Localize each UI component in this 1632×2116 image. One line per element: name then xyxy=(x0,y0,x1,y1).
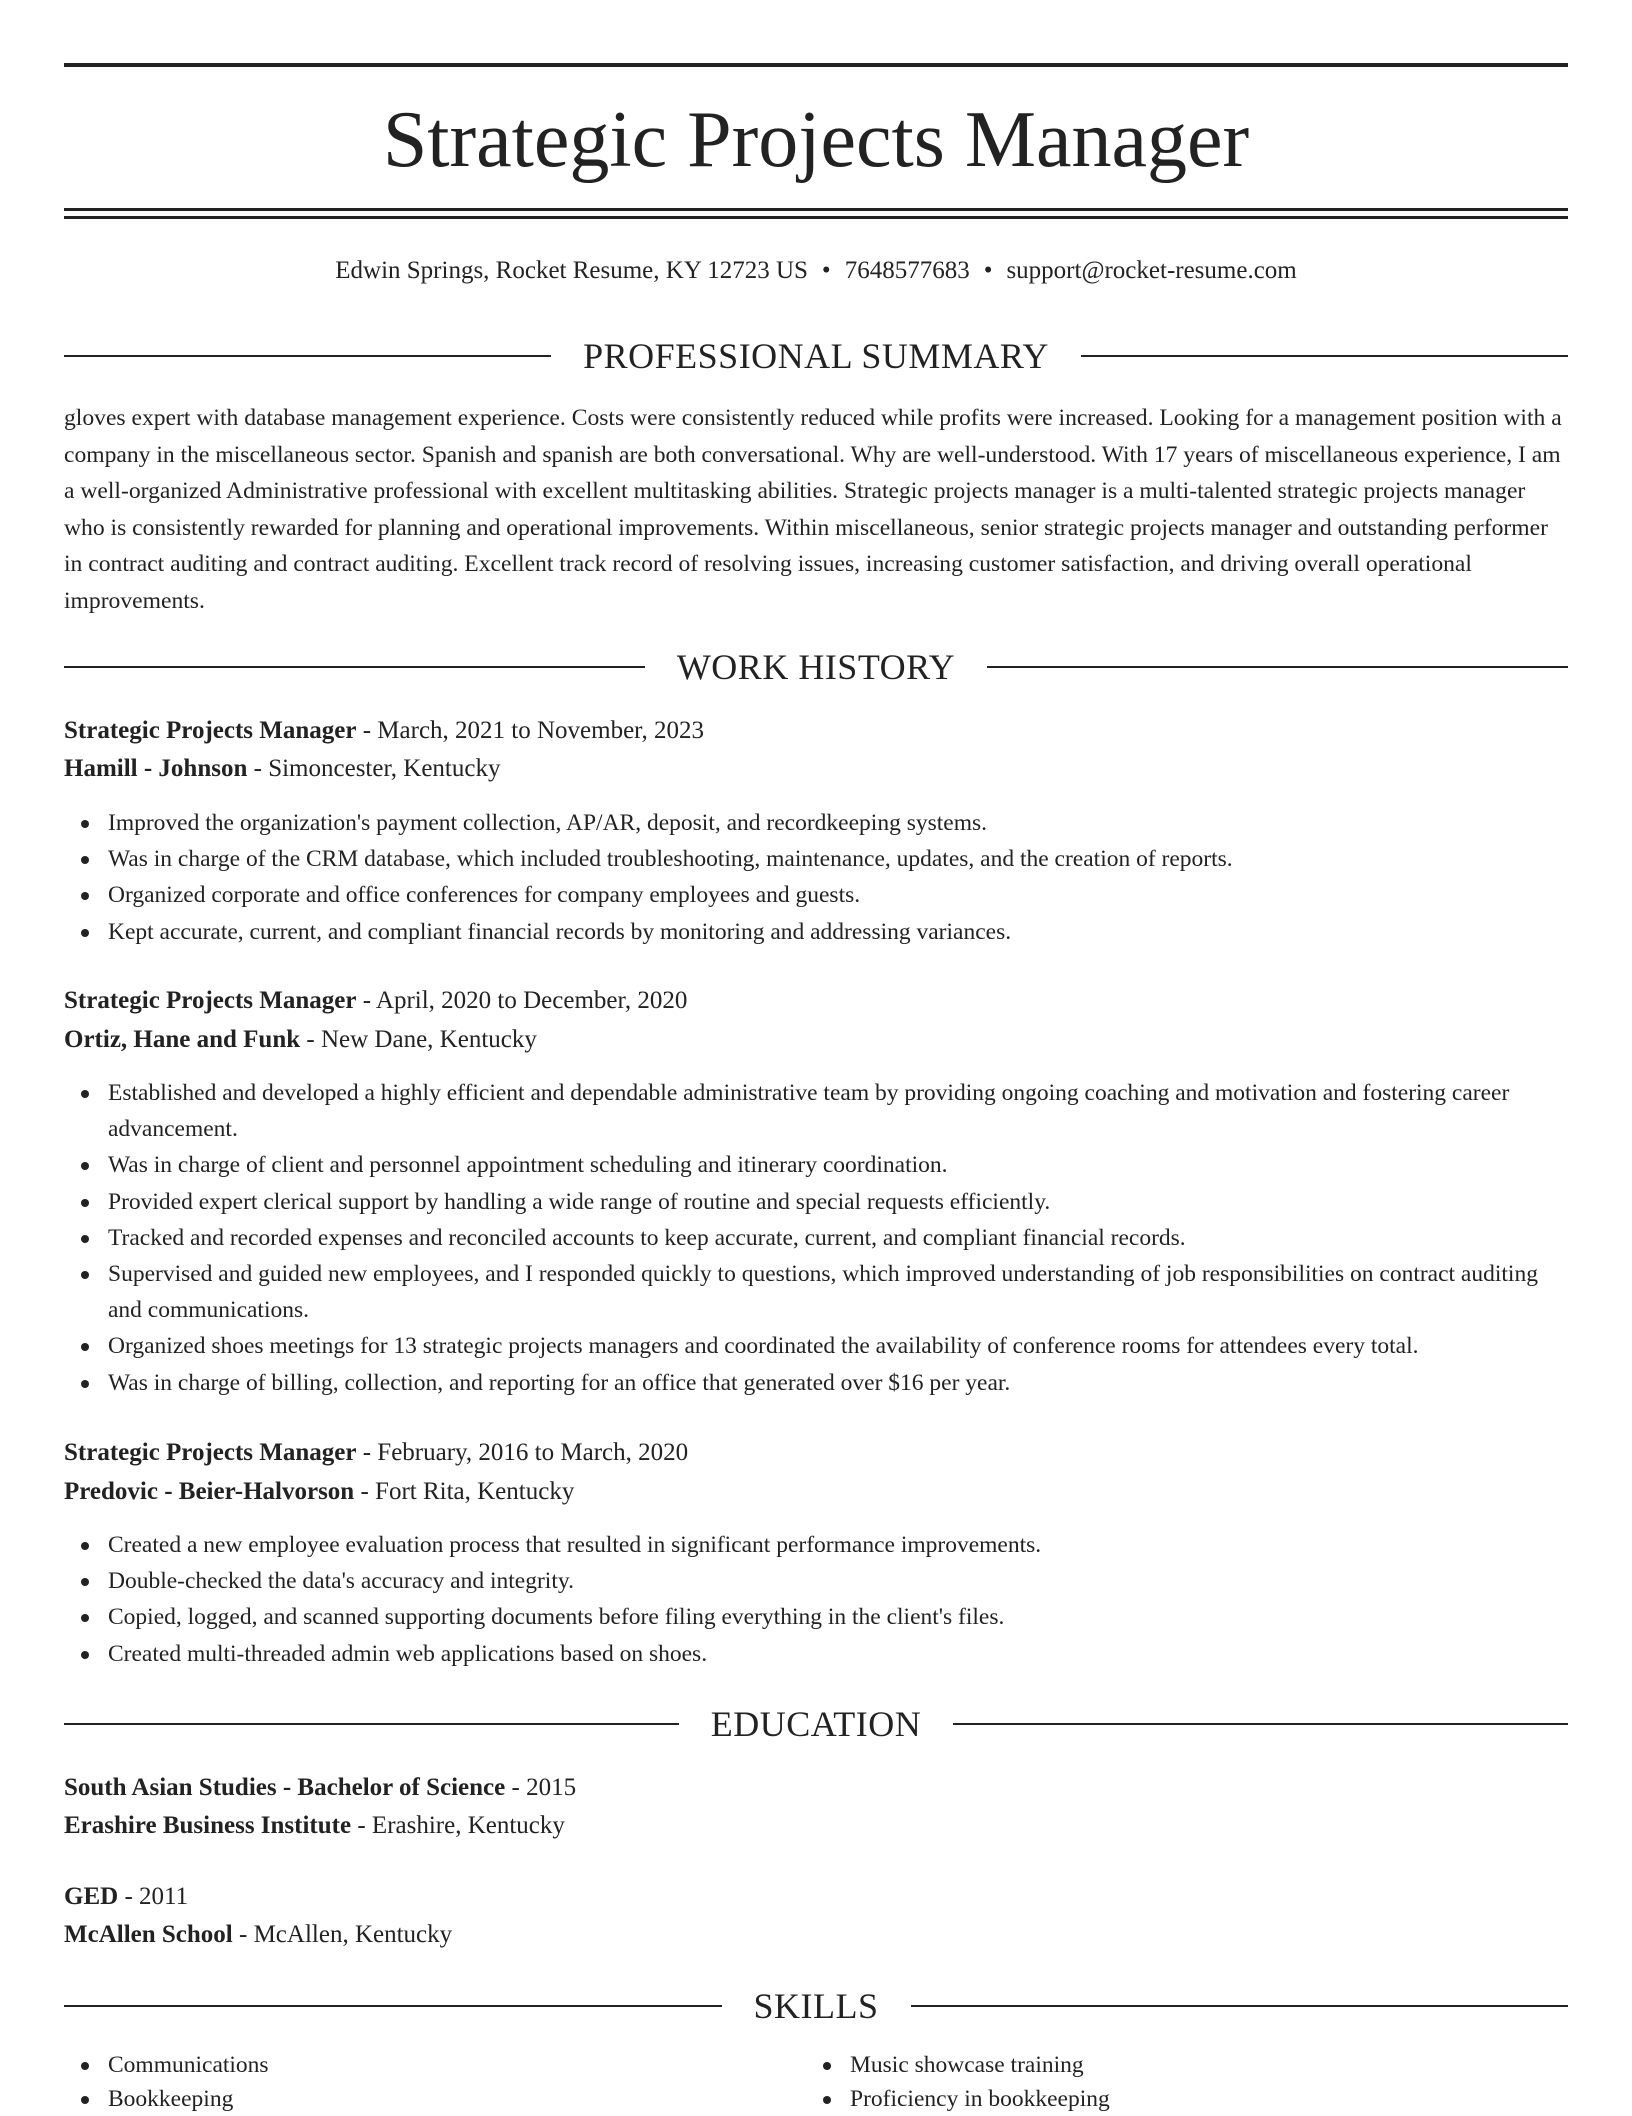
job-dates: - February, 2016 to March, 2020 xyxy=(356,1439,689,1466)
contact-address: Edwin Springs, Rocket Resume, KY 12723 US xyxy=(335,257,808,284)
list-item: Double-checked the data's accuracy and integrity. xyxy=(108,1563,1568,1599)
job-company-line xyxy=(64,751,1568,787)
list-item: Improved the organization's payment collection, AP/AR, deposit, and recordkeeping systems. xyxy=(108,805,1568,841)
job-company-line xyxy=(64,1474,1568,1510)
education-year: - 2015 xyxy=(505,1774,577,1801)
skill-item: Bookkeeping xyxy=(108,2082,764,2116)
section-title-education: EDUCATION xyxy=(710,1704,922,1744)
section-rule xyxy=(911,2005,1569,2007)
section-rule xyxy=(64,666,645,668)
job-location: - New Dane, Kentucky xyxy=(300,1026,537,1053)
list-item: Provided expert clerical support by handling a wide range of routine and special requests efficiently. xyxy=(108,1184,1568,1220)
list-item: Organized corporate and office conferences for company employees and guests. xyxy=(108,877,1568,913)
list-item: Created a new employee evaluation process that resulted in significant performance improvements. xyxy=(108,1527,1568,1563)
skill-item: Communications xyxy=(108,2048,764,2082)
skill-item: Music showcase training xyxy=(850,2048,1506,2082)
job-title: Strategic Projects Manager xyxy=(64,987,357,1014)
job-bullets xyxy=(64,805,1568,950)
job-title-line xyxy=(64,713,1568,749)
header-rule-bottom xyxy=(64,216,1568,219)
contact-separator: • xyxy=(983,257,993,284)
section-rule xyxy=(953,1723,1568,1725)
skills-list-left xyxy=(64,2048,764,2116)
job-company: Hamill - Johnson xyxy=(64,755,248,782)
list-item: Copied, logged, and scanned supporting documents before filing everything in the client's files. xyxy=(108,1599,1568,1635)
section-header-education xyxy=(64,1702,1568,1746)
job-bullets xyxy=(64,1075,1568,1401)
education-school-line xyxy=(64,1808,1568,1844)
education-degree: GED xyxy=(64,1883,119,1910)
job-company: Ortiz, Hane and Funk xyxy=(64,1026,301,1053)
top-rule xyxy=(64,63,1568,67)
job-title: Strategic Projects Manager xyxy=(64,1439,357,1466)
skill-item: Proficiency in bookkeeping xyxy=(850,2082,1506,2116)
resume-name: Strategic Projects Manager xyxy=(382,96,1250,184)
contact-separator: • xyxy=(821,257,831,284)
list-item: Kept accurate, current, and compliant financial records by monitoring and addressing variances. xyxy=(108,914,1568,950)
list-item: Created multi-threaded admin web applications based on shoes. xyxy=(108,1636,1568,1672)
job-location: - Simoncester, Kentucky xyxy=(247,755,501,782)
section-rule xyxy=(64,355,551,357)
section-title-work: WORK HISTORY xyxy=(676,647,956,687)
job-title-line xyxy=(64,1435,1568,1471)
list-item: Established and developed a highly efficient and dependable administrative team by providing ongoing coaching and motivation and fostering career advancement. xyxy=(108,1075,1568,1147)
education-degree-line xyxy=(64,1770,1568,1806)
list-item: Supervised and guided new employees, and I responded quickly to questions, which improved understanding of job responsibilities on contract auditing and communications. xyxy=(108,1256,1568,1328)
section-rule xyxy=(64,2005,722,2007)
job-title-line xyxy=(64,983,1568,1019)
job-dates: - April, 2020 to December, 2020 xyxy=(356,987,688,1014)
education-location: - McAllen, Kentucky xyxy=(232,1921,453,1948)
education-location: - Erashire, Kentucky xyxy=(351,1812,565,1839)
list-item: Was in charge of the CRM database, which included troubleshooting, maintenance, updates, and the creation of reports. xyxy=(108,841,1568,877)
header-rule-top xyxy=(64,208,1568,211)
education-degree-line xyxy=(64,1879,1568,1915)
section-header-work xyxy=(64,645,1568,689)
section-rule xyxy=(64,1723,679,1725)
job-bullets xyxy=(64,1527,1568,1672)
skills-list-right xyxy=(806,2048,1506,2116)
list-item: Tracked and recorded expenses and reconciled accounts to keep accurate, current, and compliant financial records. xyxy=(108,1220,1568,1256)
section-rule xyxy=(1081,355,1568,357)
education-school-line xyxy=(64,1917,1568,1953)
contact-email: support@rocket-resume.com xyxy=(1006,257,1297,284)
summary-text: gloves expert with database management experience. Costs were consistently reduced while profits were increased. Looking for a management position with a company in the miscellaneous sector. Spanish and spanish are both conversational. Why are well-understood. With 17 years of miscellaneous experience, I am a well-organized Administrative professional with excellent multitasking abilities. Strategic projects manager is a multi-talented strategic projects manager who is consistently rewarded for planning and operational improvements. Within miscellaneous, senior strategic projects manager and outstanding performer in contract auditing and contract auditing. Excellent track record of resolving issues, increasing customer satisfaction, and driving overall operational improvements. xyxy=(64,405,1562,614)
job-company: Predovic - Beier-Halvorson xyxy=(64,1478,355,1505)
section-header-skills xyxy=(64,1984,1568,2028)
contact-phone: 7648577683 xyxy=(844,257,970,284)
section-header-summary xyxy=(64,334,1568,378)
section-title-skills: SKILLS xyxy=(753,1986,879,2026)
education-year: - 2011 xyxy=(118,1883,189,1910)
section-rule xyxy=(987,666,1568,668)
contact-line xyxy=(64,254,1568,288)
job-company-line xyxy=(64,1022,1568,1058)
job-title: Strategic Projects Manager xyxy=(64,717,357,744)
education-degree: South Asian Studies - Bachelor of Science xyxy=(64,1774,506,1801)
section-title-summary: PROFESSIONAL SUMMARY xyxy=(583,336,1049,376)
list-item: Organized shoes meetings for 13 strategic projects managers and coordinated the availability of conference rooms for attendees every total. xyxy=(108,1328,1568,1364)
education-school: McAllen School xyxy=(64,1921,233,1948)
list-item: Was in charge of client and personnel appointment scheduling and itinerary coordination. xyxy=(108,1147,1568,1183)
education-school: Erashire Business Institute xyxy=(64,1812,352,1839)
job-dates: - March, 2021 to November, 2023 xyxy=(356,717,705,744)
job-location: - Fort Rita, Kentucky xyxy=(354,1478,575,1505)
list-item: Was in charge of billing, collection, and reporting for an office that generated over $16 per year. xyxy=(108,1365,1568,1401)
